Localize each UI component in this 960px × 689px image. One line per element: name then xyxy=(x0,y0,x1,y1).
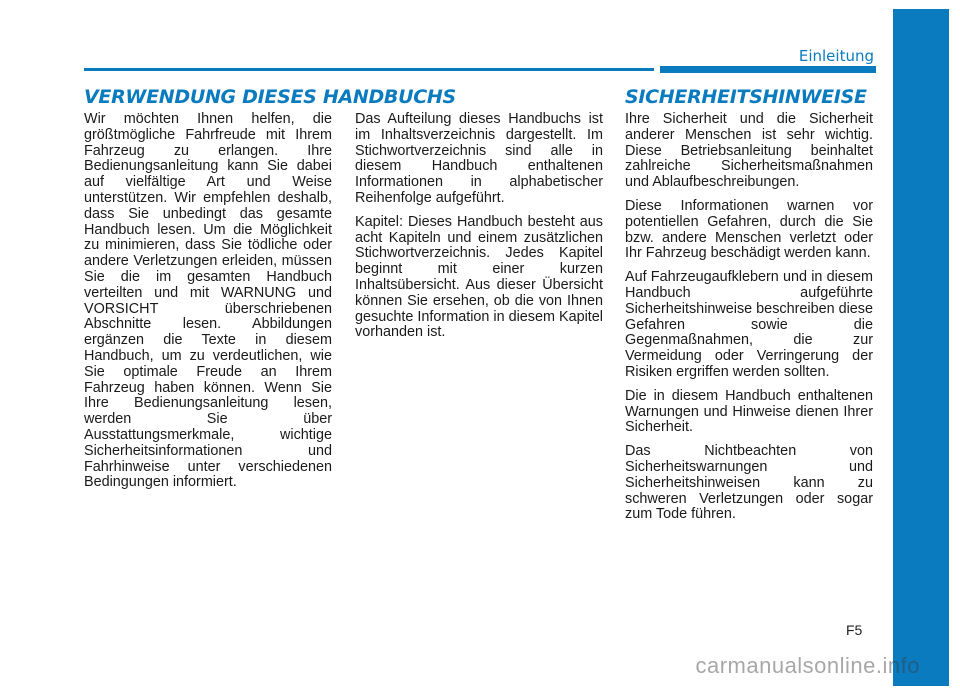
column-2 xyxy=(355,112,603,349)
section-label: Einleitung xyxy=(798,47,874,65)
heading-safety-notes: SICHERHEITSHINWEISE xyxy=(625,86,867,108)
page-number: F5 xyxy=(846,622,863,638)
chapter-sidebar-tab xyxy=(893,9,949,686)
heading-handbook-usage: VERWENDUNG DIESES HANDBUCHS xyxy=(84,86,456,108)
paragraph: Das Nichtbeachten von Sicherheitswarnungen und Sicherheitshinweisen kann zu schweren Verletzungen oder sogar zum Tode führen. xyxy=(625,443,873,523)
header-rule-accent xyxy=(660,66,876,73)
paragraph: Wir möchten Ihnen helfen, die größtmögliche Fahrfreude mit Ihrem Fahrzeug zu erlangen. Ihre Bedienungsanleitung kann Sie dabei auf vielfältige Art und Weise unterstützen. Wir empfehlen deshalb, dass Sie unbedingt das gesamte Handbuch lesen. Um die Möglichkeit zu minimieren, dass Sie tödliche oder andere Verletzungen erleiden, müssen Sie die im gesamten Handbuch verteilten und mit WARNUNG und VORSICHT überschriebenen Abschnitte lesen. Abbildungen ergänzen die Texte in diesem Handbuch, um zu verdeutlichen, wie Sie optimale Freude an Ihrem Fahrzeug haben können. Wenn Sie Ihre Bedienungsanleitung lesen, werden Sie über Ausstattungsmerkmale, wichtige Sicherheitsinformationen und Fahrhinweise unter verschiedenen Bedingungen informiert. xyxy=(84,111,332,491)
paragraph: Die in diesem Handbuch enthaltenen Warnungen und Hinweise dienen Ihrer Sicherheit. xyxy=(625,387,873,436)
column-1 xyxy=(84,112,332,499)
paragraph: Das Aufteilung dieses Handbuchs ist im Inhaltsverzeichnis dargestellt. Im Stichwortverzeichnis sind alle in diesem Handbuch enthaltenen Informationen in alphabetischer Reihenfolge aufgeführt. xyxy=(355,111,603,206)
paragraph: Ihre Sicherheit und die Sicherheit anderer Menschen ist sehr wichtig. Diese Betriebsanleitung beinhaltet zahlreiche Sicherheitsmaßnahmen und Ablaufbeschreibungen. xyxy=(625,111,873,191)
header-rule xyxy=(84,68,654,71)
paragraph: Auf Fahrzeugaufklebern und in diesem Handbuch aufgeführte Sicherheitshinweise beschreiben diese Gefahren sowie die Gegenmaßnahmen, die zur Vermeidung oder Verringerung der Risiken ergriffen werden sollten. xyxy=(625,269,873,380)
watermark: carmanualsonline.info xyxy=(695,653,920,678)
paragraph: Diese Informationen warnen vor potentiellen Gefahren, durch die Sie bzw. andere Menschen verletzt oder Ihr Fahrzeug beschädigt werden kann. xyxy=(625,197,873,262)
column-3 xyxy=(625,112,873,531)
paragraph: Kapitel: Dieses Handbuch besteht aus acht Kapiteln und einem zusätzlichen Stichwortverzeichnis. Jedes Kapitel beginnt mit einer kurzen Inhaltsübersicht. Aus dieser Übersicht können Sie ersehen, ob die von Ihnen gesuchte Information in diesem Kapitel vorhanden ist. xyxy=(355,213,603,341)
